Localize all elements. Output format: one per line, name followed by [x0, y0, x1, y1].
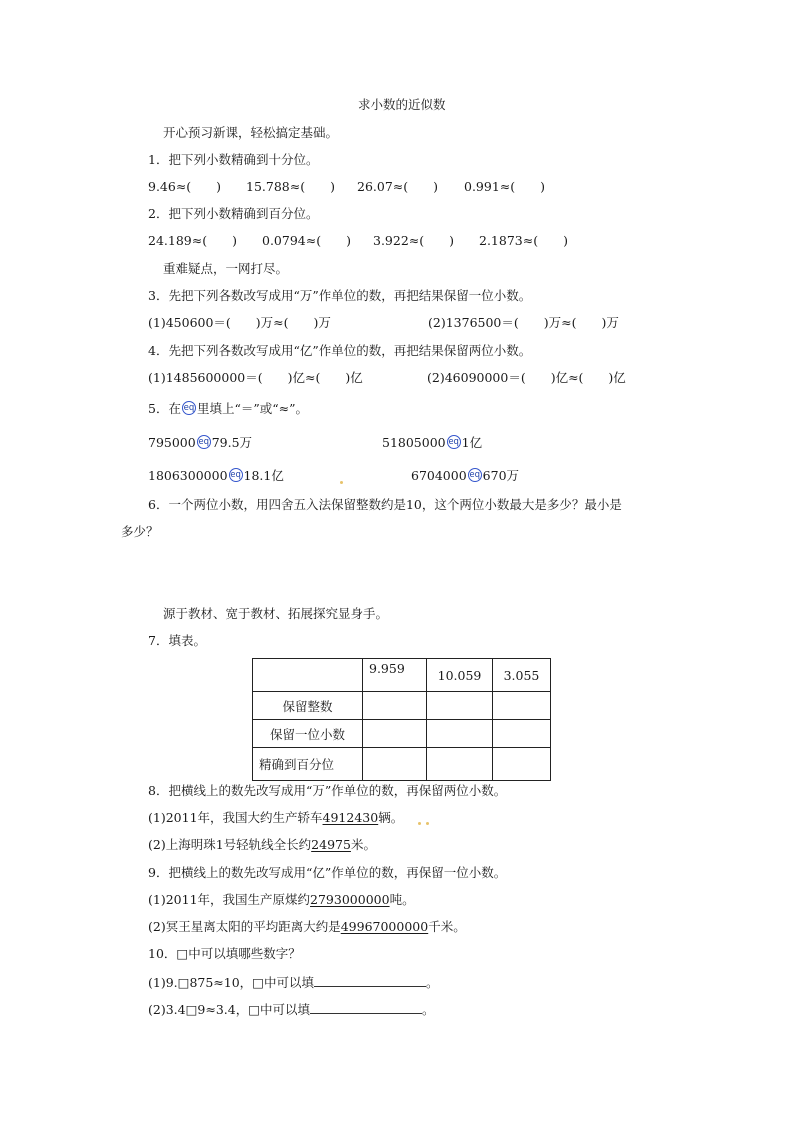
- q1-item: 15.788≈( ): [246, 179, 335, 194]
- q9-part-b-unit: 千米。: [428, 919, 466, 934]
- q9-part-a-unit: 吨。: [389, 892, 415, 907]
- section-extend: 源于教材、宽于教材、拓展探究显身手。: [163, 606, 389, 621]
- equation-object-icon: eq: [198, 437, 210, 447]
- answer-blank: [314, 974, 426, 987]
- q10-stem: 10．□中可以填哪些数字？: [148, 946, 301, 961]
- q5-stem-after: 里填上“＝”或“≈”。: [196, 401, 308, 416]
- q3-part-b: (2)1376500＝( )万≈( )万: [428, 315, 619, 330]
- q6-line-1: 6．一个两位小数，用四舍五入法保留整数约是10，这个两位小数最大是多少？最小是: [148, 497, 622, 512]
- table-cell: [427, 720, 493, 748]
- q10-part-b-text: (2)3.4□9≈3.4，□中可以填: [148, 1002, 311, 1017]
- table-row: [253, 692, 551, 720]
- q5-stem: [148, 401, 308, 417]
- q4-part-b: (2)46090000＝( )亿≈( )亿: [427, 370, 626, 385]
- q1-stem: 1．把下列小数精确到十分位。: [148, 152, 319, 167]
- q2-item: 3.922≈( ): [373, 233, 455, 248]
- q5-row: [382, 435, 482, 451]
- scan-speck: [340, 481, 343, 484]
- q8-part-b: [148, 837, 376, 853]
- table-header-row: [253, 659, 551, 692]
- q7-stem: 7．填表。: [148, 633, 206, 648]
- equation-object-icon: eq: [448, 437, 459, 447]
- q10-part-b: [148, 1001, 435, 1018]
- scan-speck: [426, 822, 429, 825]
- q5-row: [148, 435, 252, 451]
- table-cell: [363, 748, 427, 781]
- q8-part-a-number: 4912430: [322, 810, 379, 825]
- q5-value: 51805000: [382, 435, 446, 450]
- table-cell: [427, 692, 493, 720]
- q1-item: 26.07≈( ): [357, 179, 439, 194]
- q5-stem-before: 5．在: [148, 401, 181, 416]
- q8-part-b-text: (2)上海明珠1号轻轨线全长约: [148, 837, 312, 852]
- q2-item: 2.1873≈( ): [479, 233, 568, 248]
- q3-stem: 3．先把下列各数改写成用“万”作单位的数，再把结果保留一位小数。: [148, 288, 532, 303]
- q5-value: 1806300000: [148, 468, 228, 483]
- table-cell: [493, 720, 551, 748]
- q3-part-a: (1)450600＝( )万≈( )万: [148, 315, 331, 330]
- equation-object-icon: eq: [230, 470, 241, 480]
- q1-item: 0.991≈( ): [464, 179, 546, 194]
- q9-part-b-text: (2)冥王星离太阳的平均距离大约是: [148, 919, 341, 934]
- equation-object-icon: eq: [469, 470, 480, 480]
- table-row-label: 保留整数: [253, 692, 363, 720]
- q4-stem: 4．先把下列各数改写成用“亿”作单位的数，再把结果保留两位小数。: [148, 343, 532, 358]
- q5-value: 79.5万: [211, 435, 253, 450]
- q5-value: 6704000: [411, 468, 467, 483]
- q10-part-b-end: 。: [422, 1002, 435, 1017]
- q10-part-a-text: (1)9.□875≈10，□中可以填: [148, 975, 314, 990]
- q2-stem: 2．把下列小数精确到百分位。: [148, 206, 319, 221]
- q5-value: 1亿: [461, 435, 483, 450]
- q9-stem: 9．把横线上的数先改写成用“亿”作单位的数，再保留一位小数。: [148, 865, 507, 880]
- scan-speck: [418, 822, 421, 825]
- table-header-cell: 9.959: [363, 659, 427, 692]
- table-row: [253, 720, 551, 748]
- table-cell: [427, 748, 493, 781]
- table-row-label: 保留一位小数: [253, 720, 363, 748]
- q6-line-2: 多少？: [121, 524, 159, 539]
- q8-part-a-text: (1)2011年，我国大约生产轿车: [148, 810, 323, 825]
- q10-part-a: [148, 974, 439, 991]
- q8-stem: 8．把横线上的数先改写成用“万”作单位的数，再保留两位小数。: [148, 783, 507, 798]
- table-cell: [493, 748, 551, 781]
- q5-row: [148, 468, 284, 484]
- q5-value: 18.1亿: [243, 468, 284, 483]
- q8-part-b-unit: 米。: [350, 837, 376, 852]
- section-difficult: 重难疑点，一网打尽。: [163, 261, 289, 276]
- q9-part-b-number: 49967000000: [340, 919, 429, 934]
- equation-object-icon: eq: [183, 403, 195, 413]
- q9-part-b: [148, 919, 466, 935]
- table-row: [253, 748, 551, 781]
- answer-blank: [310, 1001, 422, 1014]
- page-title: 求小数的近似数: [358, 97, 446, 112]
- q5-row: [411, 468, 519, 484]
- table-header-cell: 10.059: [427, 659, 493, 692]
- section-preview: 开心预习新课，轻松搞定基础。: [163, 125, 339, 140]
- q8-part-a-unit: 辆。: [378, 810, 404, 825]
- q4-part-a: (1)1485600000＝( )亿≈( )亿: [148, 370, 363, 385]
- q5-value: 795000: [148, 435, 196, 450]
- q9-part-a-text: (1)2011年，我国生产原煤约: [148, 892, 311, 907]
- q7-table: [252, 658, 551, 781]
- q5-value: 670万: [482, 468, 520, 483]
- q10-part-a-end: 。: [426, 975, 439, 990]
- q8-part-a: [148, 810, 403, 826]
- q1-item: 9.46≈( ): [148, 179, 222, 194]
- q8-part-b-number: 24975: [311, 837, 351, 852]
- table-header-cell: [253, 659, 363, 692]
- table-cell: [493, 692, 551, 720]
- q9-part-a: [148, 892, 415, 908]
- table-header-cell: 3.055: [493, 659, 551, 692]
- q2-item: 0.0794≈( ): [262, 233, 351, 248]
- q2-item: 24.189≈( ): [148, 233, 237, 248]
- table-row-label: 精确到百分位: [253, 748, 363, 781]
- q9-part-a-number: 2793000000: [310, 892, 390, 907]
- table-cell: [363, 692, 427, 720]
- table-cell: [363, 720, 427, 748]
